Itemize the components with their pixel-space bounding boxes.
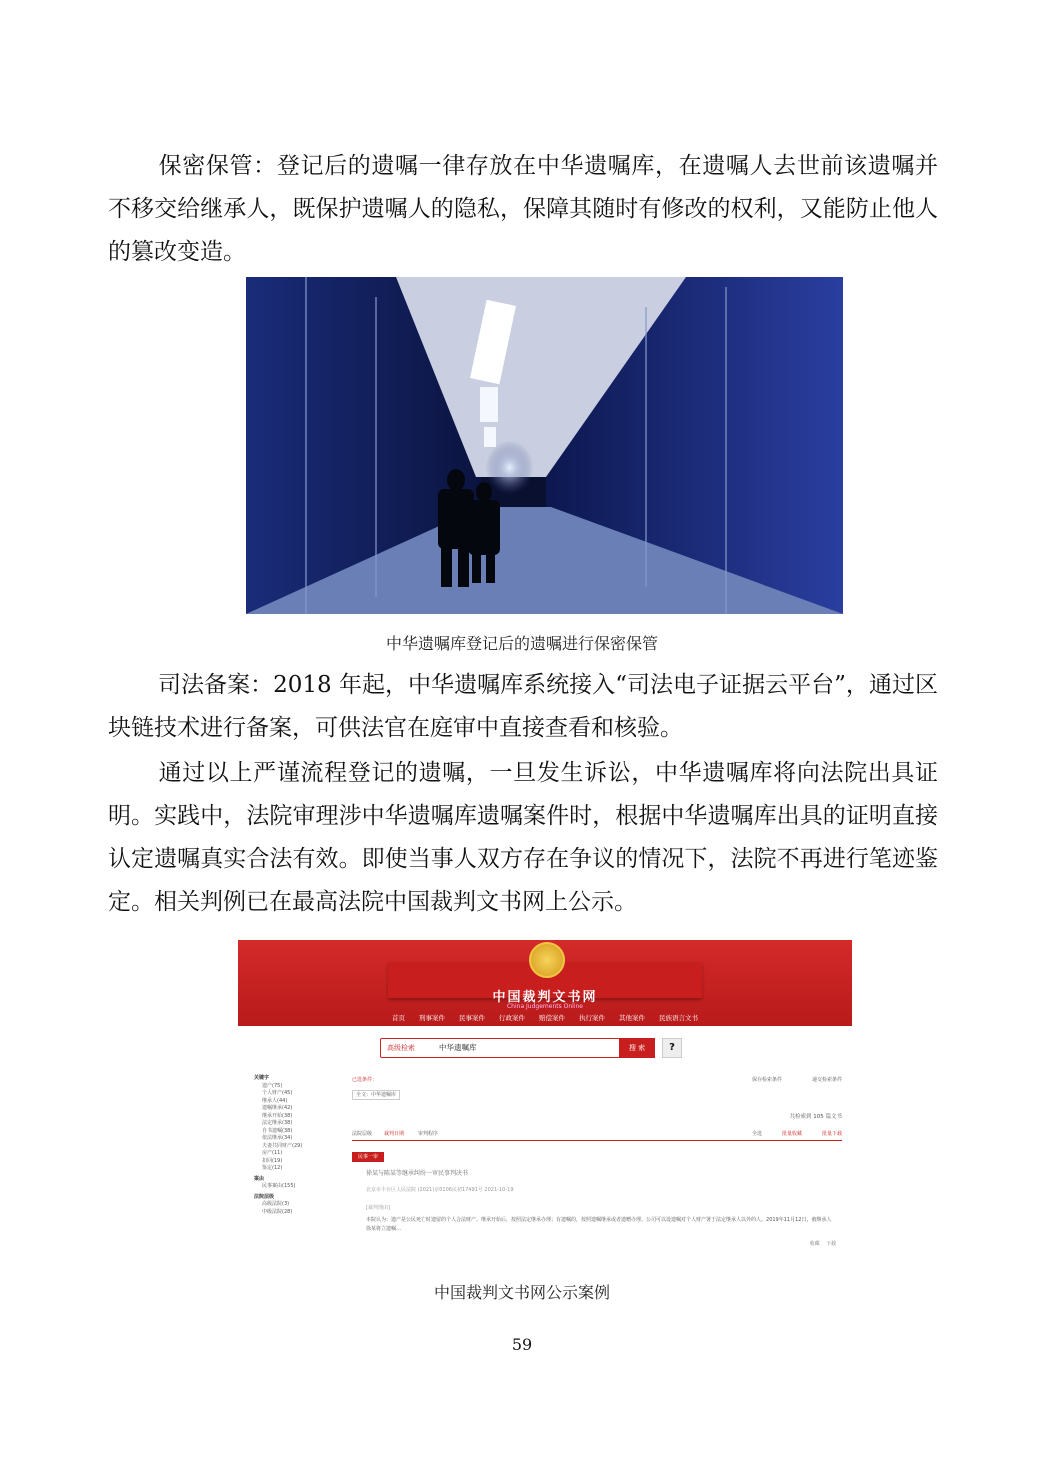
submit-search-link[interactable]: 递交检索条件 <box>811 1077 842 1083</box>
save-search-link[interactable]: 保存检索条件 <box>751 1077 782 1083</box>
batch-download-button[interactable]: 批量下载 <box>821 1131 842 1137</box>
search-value: 中华遗嘱库 <box>439 1043 477 1052</box>
search-label: 高级检索 <box>387 1044 415 1052</box>
batch-favorite-button[interactable]: 批量收藏 <box>781 1131 802 1137</box>
sidebar-item[interactable]: 遗产(75) <box>262 1082 283 1089</box>
site-header <box>238 940 852 1026</box>
figure-caption-2: 中国裁判文书网公示案例 <box>433 1283 610 1302</box>
sidebar-item[interactable]: 遗嘱继承(42) <box>262 1105 293 1111</box>
sidebar-item[interactable]: 自书遗嘱(38) <box>262 1127 293 1134</box>
sidebar-item[interactable]: 法定继承(38) <box>262 1120 293 1126</box>
filter-tag[interactable]: 全文：中华遗嘱库 <box>352 1090 400 1100</box>
category-badge: 民事一审 <box>352 1152 384 1162</box>
nav-item-other[interactable]: 其他案件 <box>619 1014 645 1022</box>
sidebar-head-cause[interactable]: 案由 <box>254 1175 265 1182</box>
tab-judgment-date[interactable]: 裁判日期 <box>384 1131 405 1137</box>
case-actions <box>810 1240 836 1247</box>
nav-item-ethnic[interactable]: 民族语言文书 <box>659 1014 698 1022</box>
case-title-link[interactable]: 徐某与陈某等继承纠纷一审民事判决书 <box>366 1170 469 1177</box>
court-website-screenshot <box>238 940 852 1248</box>
figure-caption-1: 中华遗嘱库登记后的遗嘱进行保密保管 <box>385 634 658 653</box>
sidebar-item[interactable]: 夫妻共同财产(29) <box>262 1142 303 1149</box>
sidebar-item[interactable]: 高级法院(3) <box>262 1201 290 1207</box>
sidebar-item[interactable]: 中级法院(28) <box>262 1208 293 1215</box>
sort-tabs <box>352 1130 842 1141</box>
nav-item-compensation[interactable]: 赔偿案件 <box>539 1014 565 1022</box>
site-subtitle: China Judgements Online <box>506 1003 583 1010</box>
paragraph-3: 通过以上严谨流程登记的遗嘱，一旦发生诉讼，中华遗嘱库将向法院出具证明。实践中，法院审理涉中华遗嘱库遗嘱案件时，根据中华遗嘱库出具的证明直接认定遗嘱真实合法有效。即使当事人双方存在争议的情况下，法院不再进行笔迹鉴定。相关判例已在最高法院中国裁判文书网上公示。 <box>108 760 938 915</box>
sidebar-item[interactable]: 继承人(44) <box>262 1097 288 1104</box>
sidebar-item[interactable]: 依法继承(34) <box>262 1135 293 1141</box>
nav-item-execution[interactable]: 执行案件 <box>579 1014 605 1022</box>
tab-court-level[interactable]: 法院层级 <box>352 1131 373 1137</box>
sidebar-head-keyword[interactable]: 关键字 <box>254 1075 270 1081</box>
court-emblem-icon <box>529 942 565 978</box>
favorite-button[interactable]: 收藏 <box>809 1241 820 1247</box>
case-reason-label: [裁判理由] <box>366 1205 390 1211</box>
vault-corridor-photo <box>246 277 843 614</box>
help-button[interactable]: ? <box>662 1038 682 1058</box>
sidebar-item[interactable]: 房产(11) <box>262 1150 283 1156</box>
paragraph-2: 司法备案：2018 年起，中华遗嘱库系统接入“司法电子证据云平台”，通过区块链技术进行备案，可供法官在庭审中直接查看和核验。 <box>108 672 938 741</box>
sidebar-item[interactable]: 扣回(19) <box>262 1157 283 1164</box>
sidebar-item[interactable]: 继承开始(38) <box>262 1112 293 1119</box>
sidebar-item[interactable]: 个人财产(45) <box>262 1090 293 1096</box>
site-title: 中国裁判文书网 <box>492 990 598 1005</box>
select-all-checkbox[interactable]: 全选 <box>751 1131 762 1137</box>
page-number: 59 <box>511 1335 533 1354</box>
filter-label: 已选条件： <box>352 1077 378 1083</box>
case-meta: 北京市丰台区人民法院 (2021)京0106民初17491号 2021-10-19 <box>366 1187 514 1193</box>
nav-item-civil[interactable]: 民事案件 <box>459 1014 485 1022</box>
search-button[interactable]: 搜 索 <box>619 1038 655 1058</box>
site-nav <box>238 1010 852 1026</box>
nav-item-home[interactable]: 首页 <box>392 1014 405 1022</box>
sidebar-head-court-level[interactable]: 法院层级 <box>254 1193 275 1200</box>
sidebar-item[interactable]: 民事案由(155) <box>262 1183 296 1189</box>
result-total: 共检索到 105 篇文书 <box>789 1114 842 1120</box>
nav-item-criminal[interactable]: 刑事案件 <box>419 1014 445 1022</box>
tab-procedure[interactable]: 审判程序 <box>418 1131 439 1137</box>
case-excerpt: 本院认为：遗产是公民死亡时遗留的个人合法财产。继承开始后，按照法定继承办理；有遗嘱的，按照遗嘱继承或者遗赠办理。公司可以设遗嘱对个人财产署于法定继承人以外的人。2019年11月12日，被继承人徐某将立遗嘱… <box>366 1217 832 1232</box>
sidebar-item[interactable]: 鉴定(12) <box>262 1165 283 1171</box>
paragraph-1: 保密保管：登记后的遗嘱一律存放在中华遗嘱库，在遗嘱人去世前该遗嘱并不移交给继承人，既保护遗嘱人的隐私，保障其随时有修改的权利，又能防止他人的篡改变造。 <box>108 153 938 265</box>
vault-corridor-illustration <box>246 277 843 614</box>
filter-sidebar <box>254 1072 344 1216</box>
nav-item-admin[interactable]: 行政案件 <box>499 1014 525 1022</box>
results-panel <box>352 1072 842 1248</box>
search-input[interactable] <box>380 1038 622 1058</box>
download-button[interactable]: 下载 <box>825 1241 836 1247</box>
